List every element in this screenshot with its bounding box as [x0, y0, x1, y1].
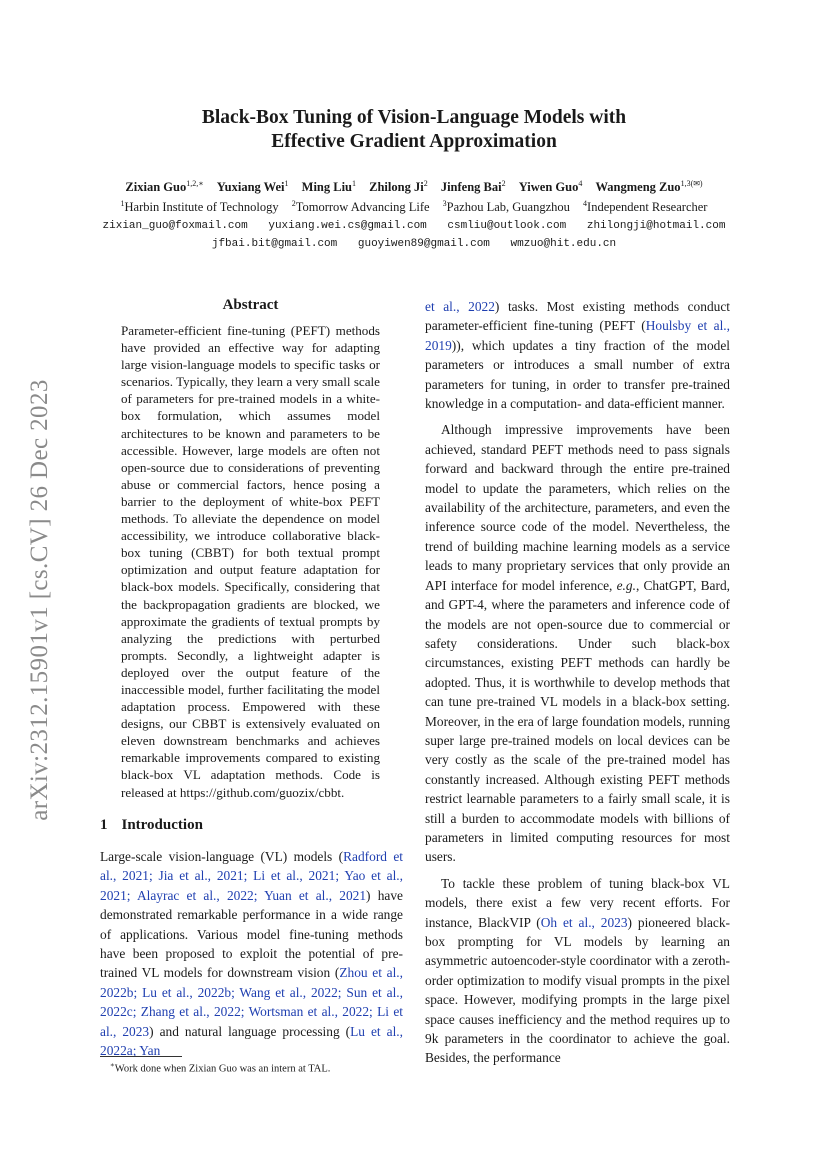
affiliation: $^2$Tomorrow Advancing Life	[291, 199, 430, 215]
body-paragraph: To tackle these problem of tuning black-box VL models, there exist a few very recent efforts. For instance, BlackVIP (Oh et al., 2023) pioneered black-box prompting for VL models by learning an asymmetric autoencoder-style coordinator with a zeroth-order optimization to modify visual prompts in the pixel space. However, modifying prompts in the large pixel space causes inefficiency and the method requires up to 9k parameters in the coordinator to achieve the goal. Besides, the performance	[425, 875, 730, 1066]
author: Yiwen Guo$^4$	[518, 179, 583, 195]
title-line-1: Black-Box Tuning of Vision-Language Models with	[201, 107, 627, 128]
citation-link[interactable]: Zhou et al., 2022b; Lu et al., 2022b; Wang et al., 2022; Sun et al., 2022c; Zhang et al., 2022; Wortsman et al., 2022; Li et al., 2023	[100, 965, 403, 1039]
body-paragraph: et al., 2022) tasks. Most existing methods conduct parameter-efficient fine-tuning (PEFT (Houlsby et al., 2019)), which updates a tiny fraction of the model parameters or introduces a small number of extra parameters for tuning, in order to transfer pre-trained knowledge in a computation- and data-efficient manner.	[425, 299, 730, 412]
section-title: Introduction	[121, 817, 203, 833]
intro-paragraph: Large-scale vision-language (VL) models (Radford et al., 2021; Jia et al., 2021; Li et al., 2021; Yao et al., 2021; Alayrac et al., 2022; Yuan et al., 2021) have demonstrated remarkable performance in a wide range of applications. Various model fine-tuning methods have been proposed to exploit the potential of pre-trained VL models for downstream vision (Zhou et al., 2022b; Lu et al., 2022b; Wang et al., 2022; Sun et al., 2022c; Zhang et al., 2022; Wortsman et al., 2022; Li et al., 2023) and natural language processing (Lu et al., 2022a; Yan	[100, 849, 403, 1059]
email: wmzuo@hit.edu.cn	[510, 238, 617, 250]
author: Yuxiang Wei$^1$	[216, 179, 289, 195]
email: zhilongji@hotmail.com	[586, 220, 726, 232]
email: zixian_guo@foxmail.com	[102, 220, 248, 232]
author: Zhilong Ji$^2$	[369, 179, 428, 195]
arxiv-side-stamp	[21, 350, 59, 850]
email-list	[80, 220, 748, 232]
title-line-2: Effective Gradient Approximation	[271, 131, 557, 152]
email: jfbai.bit@gmail.com	[211, 238, 338, 250]
arxiv-identifier: arXiv:2312.15901v1 [cs.CV] 26 Dec 2023	[26, 379, 53, 821]
author: Jinfeng Bai$^2$	[440, 179, 506, 195]
footnote-divider	[100, 1056, 182, 1057]
section-number: 1	[100, 817, 108, 833]
affiliation: $^1$Harbin Institute of Technology	[120, 199, 279, 215]
footnote: ∗Work done when Zixian Guo was an intern at TAL.	[110, 1061, 331, 1075]
body-paragraph: Although impressive improvements have been achieved, standard PEFT methods need to pass signals forward and backward through the entire pre-trained model to update the parameters, which relies on the availability of the architecture, parameters, and even the inference source code of the model. Nevertheless, the trend of building machine learning models as a service leads to many proprietary services that only provide an API interface for model inference, e.g., ChatGPT, Bard, and GPT-4, where the parameters and inference code of the models are not open-source due to commercial or safety considerations. Under such black-box circumstances, existing PEFT methods can hardly be adopted. Thus, it is worthwhile to develop methods that can tune pre-trained VL models in a black-box setting. Moreover, in the era of large foundation models, running super large pre-trained models on local devices can be very costly as the scale of the pre-trained model has constantly increased. Although existing PEFT methods restrict learnable parameters to a fairly small scale, it is still a burden to accommodate models with billions of parameters in limited computing resources for most users.	[425, 422, 730, 865]
right-column	[425, 297, 730, 1075]
abstract-heading: Abstract	[222, 297, 279, 313]
abstract-text: Parameter-efficient fine-tuning (PEFT) methods have provided an effective way for adapting large vision-language models to specific tasks or scenarios. Typically, they learn a very small scale of parameters for pre-trained models in a white-box formulation, which assumes model architectures to be known and parameters to be accessible. However, large models are often not open-source due to considerations of preventing abuse or commercial factors, hence posing a barrier to the deployment of white-box PEFT methods. To alleviate the dependence on model accessibility, we introduce collaborative black-box tuning (CBBT) for both textual prompt optimization and output feature adaptation for black-box models. Specifically, considering that the backpropagation gradients are blocked, we approximate the gradients of textual prompts by analyzing the predictions with perturbed prompts. Secondly, a lightweight adapter is deployed over the output feature of the inaccessible model, further facilitating the model adaptation process. Empowered with these designs, our CBBT is extensively evaluated on eleven downstream benchmarks and achieves remarkable improvements compared to existing black-box VL adaptation methods. Code is released at https://github.com/guozix/cbbt.	[121, 323, 380, 800]
affiliation: $^4$Independent Researcher	[583, 199, 708, 215]
author: Ming Liu$^1$	[301, 179, 357, 195]
citation-link[interactable]: Houlsby et al., 2019	[425, 318, 730, 353]
email: csmliu@outlook.com	[447, 220, 567, 232]
citation-link[interactable]: Radford et al., 2021; Jia et al., 2021; Li et al., 2021; Yao et al., 2021; Alayrac et al., 2022; Yuan et al., 2021	[100, 849, 403, 903]
email: guoyiwen89@gmail.com	[357, 238, 490, 250]
email-list	[80, 238, 748, 250]
author-list	[80, 179, 748, 195]
affiliation-list	[80, 199, 748, 215]
section-heading	[100, 817, 203, 834]
citation-link[interactable]: Oh et al., 2023	[540, 914, 628, 930]
author: Wangmeng Zuo$^{1,3(✉)}$	[595, 179, 703, 195]
citation-link[interactable]: et al., 2022	[425, 299, 495, 314]
email: yuxiang.wei.cs@gmail.com	[268, 220, 427, 232]
paper-title	[120, 106, 708, 154]
affiliation: $^3$Pazhou Lab, Guangzhou	[442, 199, 570, 215]
citation-link[interactable]: Lu et al., 2022a; Yan	[100, 1023, 403, 1059]
author: Zixian Guo$^{1,2,∗}$	[125, 179, 204, 195]
